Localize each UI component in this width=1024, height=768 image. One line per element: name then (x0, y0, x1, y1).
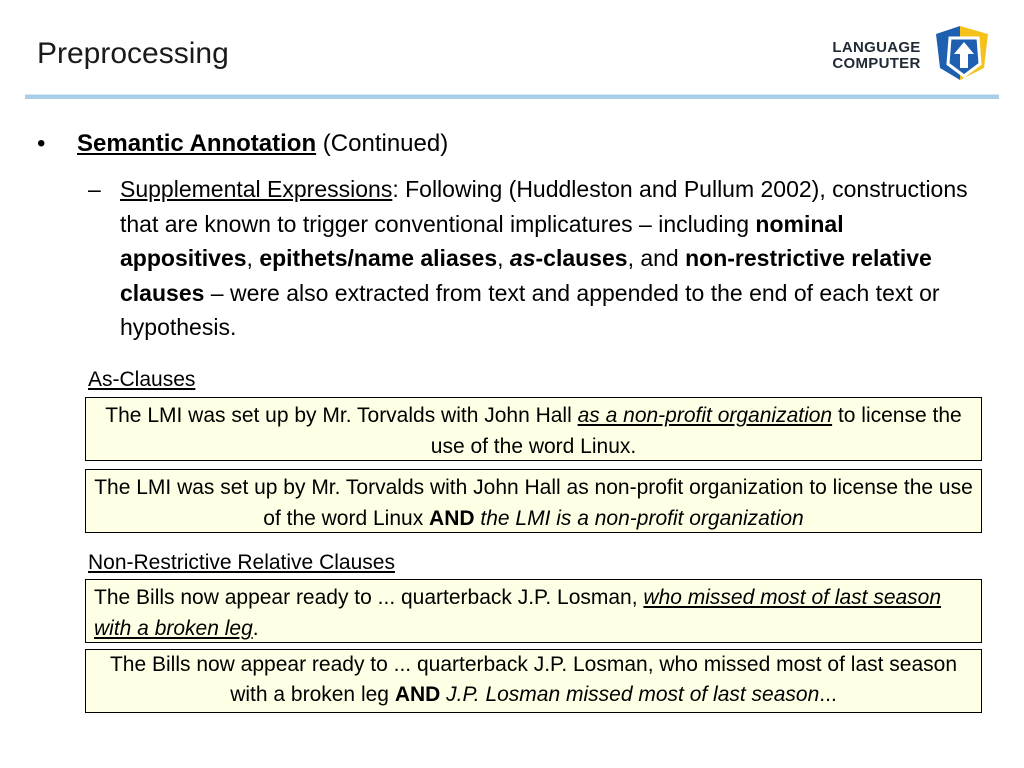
sub-text-3: , (497, 245, 510, 271)
bullet-marker: • (37, 130, 46, 157)
nrrc-box2-text-1: The Bills now appear ready to ... quarterback J.P. Losman, who missed most of last season with a broken leg (109, 653, 958, 706)
as-box1-text-1: The LMI was set up by Mr. Torvalds with John Hall (105, 404, 578, 427)
slide-title: Preprocessing (37, 37, 229, 70)
sub-text-4: , and (627, 245, 686, 271)
nrrc-box1-text-2: . (252, 617, 259, 640)
as-box1-emphasis: as a non-profit organization (577, 404, 833, 427)
logo-line-1: LANGUAGE (832, 39, 921, 56)
title-divider (25, 94, 999, 99)
up-arrow-shield-icon (930, 24, 994, 84)
logo-line-2: COMPUTER (832, 55, 921, 72)
term-nrrc: non-restrictive relative clauses (120, 245, 932, 306)
bullet-heading: Semantic Annotation (77, 130, 317, 157)
as-clauses-label: As-Clauses (88, 368, 196, 391)
sub-bullet-term: Supplemental Expressions (120, 176, 393, 202)
nrrc-box2-and: AND (394, 683, 441, 706)
sub-text-5: – were also extracted from text and appended to the end of each text or hypothesis. (120, 279, 940, 340)
term-as-italic: as (509, 245, 536, 271)
as-clause-example-box (85, 397, 982, 461)
nrrc-example-box (85, 579, 982, 643)
sub-bullet-text (120, 172, 968, 345)
nrrc-box2-text-2: ... (819, 683, 837, 706)
term-nominal-appositives: nominal appositives (120, 210, 844, 271)
as-box2-and: AND (429, 507, 475, 530)
sub-text-1: : Following (Huddleston and Pullum 2002), constructions that are known to trigger conventional implicatures – including (120, 176, 968, 237)
term-epithets: epithets/name aliases (259, 245, 498, 271)
bullet-suffix: (Continued) (322, 130, 449, 157)
sub-bullet-marker: – (88, 176, 101, 202)
term-as-clauses (510, 245, 628, 271)
nrrc-box2-emphasis: J.P. Losman missed most of last season (440, 683, 820, 706)
language-computer-logo (824, 22, 1000, 82)
as-box2-text-1: The LMI was set up by Mr. Torvalds with John Hall as non-profit organization to license the use of the word Linux (94, 476, 973, 530)
nrrc-label: Non-Restrictive Relative Clauses (88, 551, 395, 574)
as-clause-expanded-box (85, 469, 982, 533)
logo-wordmark (824, 40, 929, 72)
nrrc-box1-emphasis: who missed most of last season with a broken leg (94, 586, 942, 640)
nrrc-box1-text-1: The Bills now appear ready to ... quarterback J.P. Losman, (94, 586, 644, 609)
as-box2-emphasis: the LMI is a non-profit organization (474, 507, 804, 530)
nrrc-expanded-box (85, 649, 982, 713)
as-box1-text-2: to license the use of the word Linux. (430, 404, 962, 458)
term-as-rest: -clauses (535, 245, 628, 271)
sub-text-2: , (246, 245, 260, 271)
